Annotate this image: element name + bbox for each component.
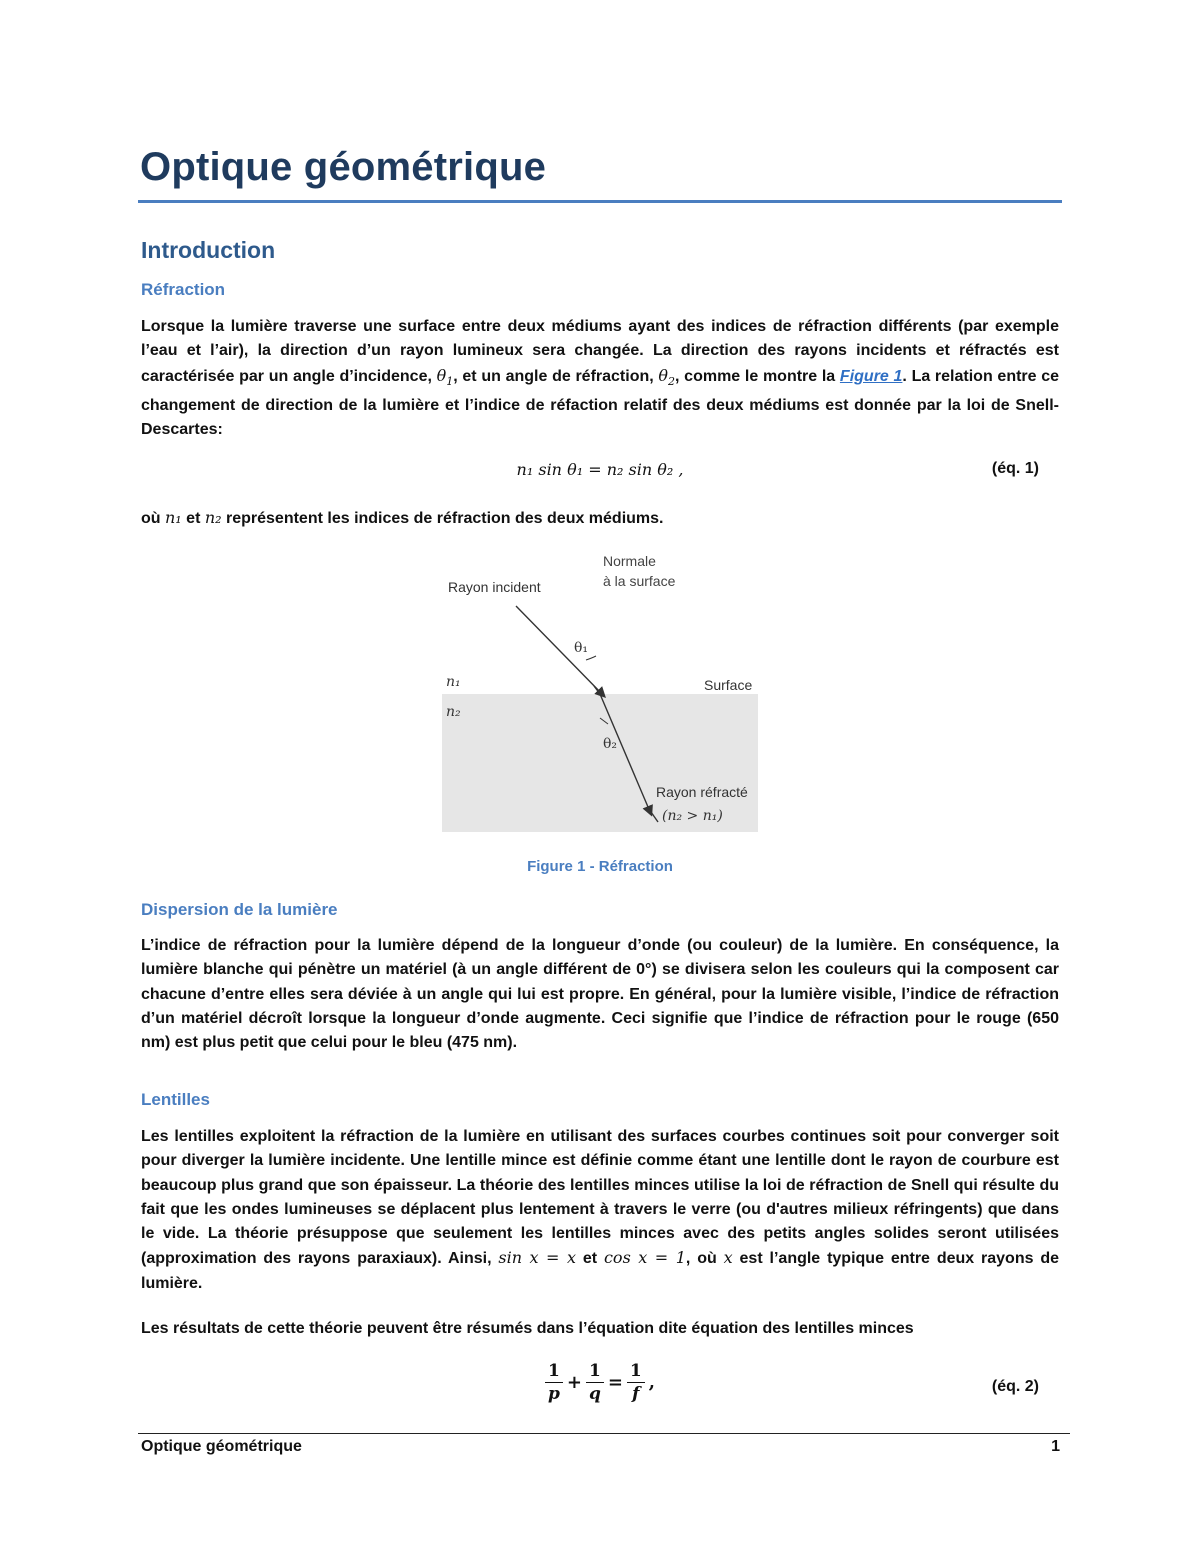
normal-label-line-2: à la surface <box>603 573 676 589</box>
equation-1-row <box>141 460 1059 490</box>
subheading-refraction: Réfraction <box>141 280 226 299</box>
cos-approximation: cos x = 1 <box>603 1248 686 1268</box>
footer-rule <box>138 1433 1070 1434</box>
incident-ray-label: Rayon incident <box>448 579 541 595</box>
footer-title: Optique géométrique <box>141 1438 302 1455</box>
theta2-symbol: $\theta_2$ <box>658 365 676 388</box>
theta2-label: θ₂ <box>603 736 618 752</box>
document-title: Optique géométrique <box>140 145 547 189</box>
n1-label: n₁ <box>446 674 461 690</box>
n2-label: n₂ <box>446 704 461 720</box>
subheading-dispersion: Dispersion de la lumière <box>141 900 338 919</box>
sin-approximation: sin x = x <box>498 1248 576 1268</box>
equation-2-row <box>141 1360 1059 1416</box>
equation-1: n₁ sin θ₁ = n₂ sin θ₂ , <box>516 460 684 479</box>
x-variable: x <box>723 1248 733 1268</box>
surface-label: Surface <box>704 677 753 693</box>
theta1-arc <box>586 656 596 660</box>
fraction-1-over-p: $\frac{1}{p}$ <box>545 1360 563 1405</box>
refracted-ray-label: Rayon réfracté <box>656 784 748 800</box>
title-underline <box>138 200 1062 203</box>
subheading-lentilles: Lentilles <box>141 1090 210 1109</box>
refraction-paragraph: Lorsque la lumière traverse une surface entre deux médiums ayant des indices de réfraction différents (par exemple l’eau et l’air), la direction d’un rayon lumineux sera changée. La direction des rayons incidents et réfractés est caractérisée par un angle d’incidence, $\theta_1$, et un angle de réfraction, $\theta_2$, comme le montre la Figure 1. La relation entre ce changement de direction de la lumière et l’indice de réfaction relatif des deux médiums est donnée par la loi de Snell-Descartes: <box>141 318 1060 439</box>
results-paragraph: Les résultats de cette théorie peuvent être résumés dans l’équation dite équation des lentilles minces <box>141 1320 914 1337</box>
dispersion-paragraph: L’indice de réfraction pour la lumière dépend de la longueur d’onde (ou couleur) de la lumière. En conséquence, la lumière blanche qui pénètre un matériel (à un angle différent de 0°) se divisera selon les couleurs qui la composent car chacune d’entre elles sera déviée à un angle qui lui est propre. En général, pour la lumière visible, l’indice de réfraction d’un matériel décroît lorsque la longueur d’onde augmente. Ceci signifie que l’indice de réfraction pour le rouge (650 nm) est plus petit que celui pour le bleu (475 nm). <box>141 937 1059 1052</box>
theta1-symbol: $\theta_1$ <box>436 365 454 388</box>
normal-label-line-1: Normale <box>603 553 656 569</box>
n2-symbol: n₂ <box>204 508 222 527</box>
fraction-1-over-q: $\frac{1}{q}$ <box>586 1360 604 1405</box>
page-number: 1 <box>1051 1438 1060 1455</box>
theta1-label: θ₁ <box>574 640 589 656</box>
equation-2: $\frac{1}{p}$ + $\frac{1}{q}$ = $\frac{1}{f}$ , <box>141 1360 1059 1405</box>
figure-1-caption: Figure 1 - Réfraction <box>527 858 673 875</box>
figure-1-link[interactable]: Figure 1 <box>839 367 903 385</box>
incident-ray-arrow <box>516 606 604 696</box>
equation-2-number: (éq. 2) <box>991 1378 1039 1395</box>
index-condition-label: (n₂ > n₁) <box>662 808 723 824</box>
n1-symbol: n₁ <box>165 508 182 527</box>
refraction-diagram <box>436 548 766 838</box>
fraction-1-over-f: $\frac{1}{f}$ <box>627 1360 645 1405</box>
equation-1-number: (éq. 1) <box>991 460 1039 477</box>
section-heading-introduction: Introduction <box>141 237 276 263</box>
indices-paragraph: où n₁ et n₂ représentent les indices de réfraction des deux médiums. <box>141 508 664 527</box>
lentilles-paragraph: Les lentilles exploitent la réfraction de la lumière en utilisant des surfaces courbes continues soit pour converger soit pour diverger la lumière incidente. Une lentille mince est définie comme étant une lentille dont le rayon de courbure est beaucoup plus grand que son épaisseur. La théorie des lentilles minces utilise la loi de réfraction de Snell qui résulte du fait que les ondes lumineuses se déplacent plus lentement à travers le verre (ou d'autres milieux réfringents) que dans le vide. La théorie présuppose que seulement les lentilles minces avec des petits angles solides seront utilisées (approximation des rayons paraxiaux). Ainsi, sin x = x et cos x = 1, où x est l’angle typique entre deux rayons de lumière. <box>141 1128 1060 1292</box>
